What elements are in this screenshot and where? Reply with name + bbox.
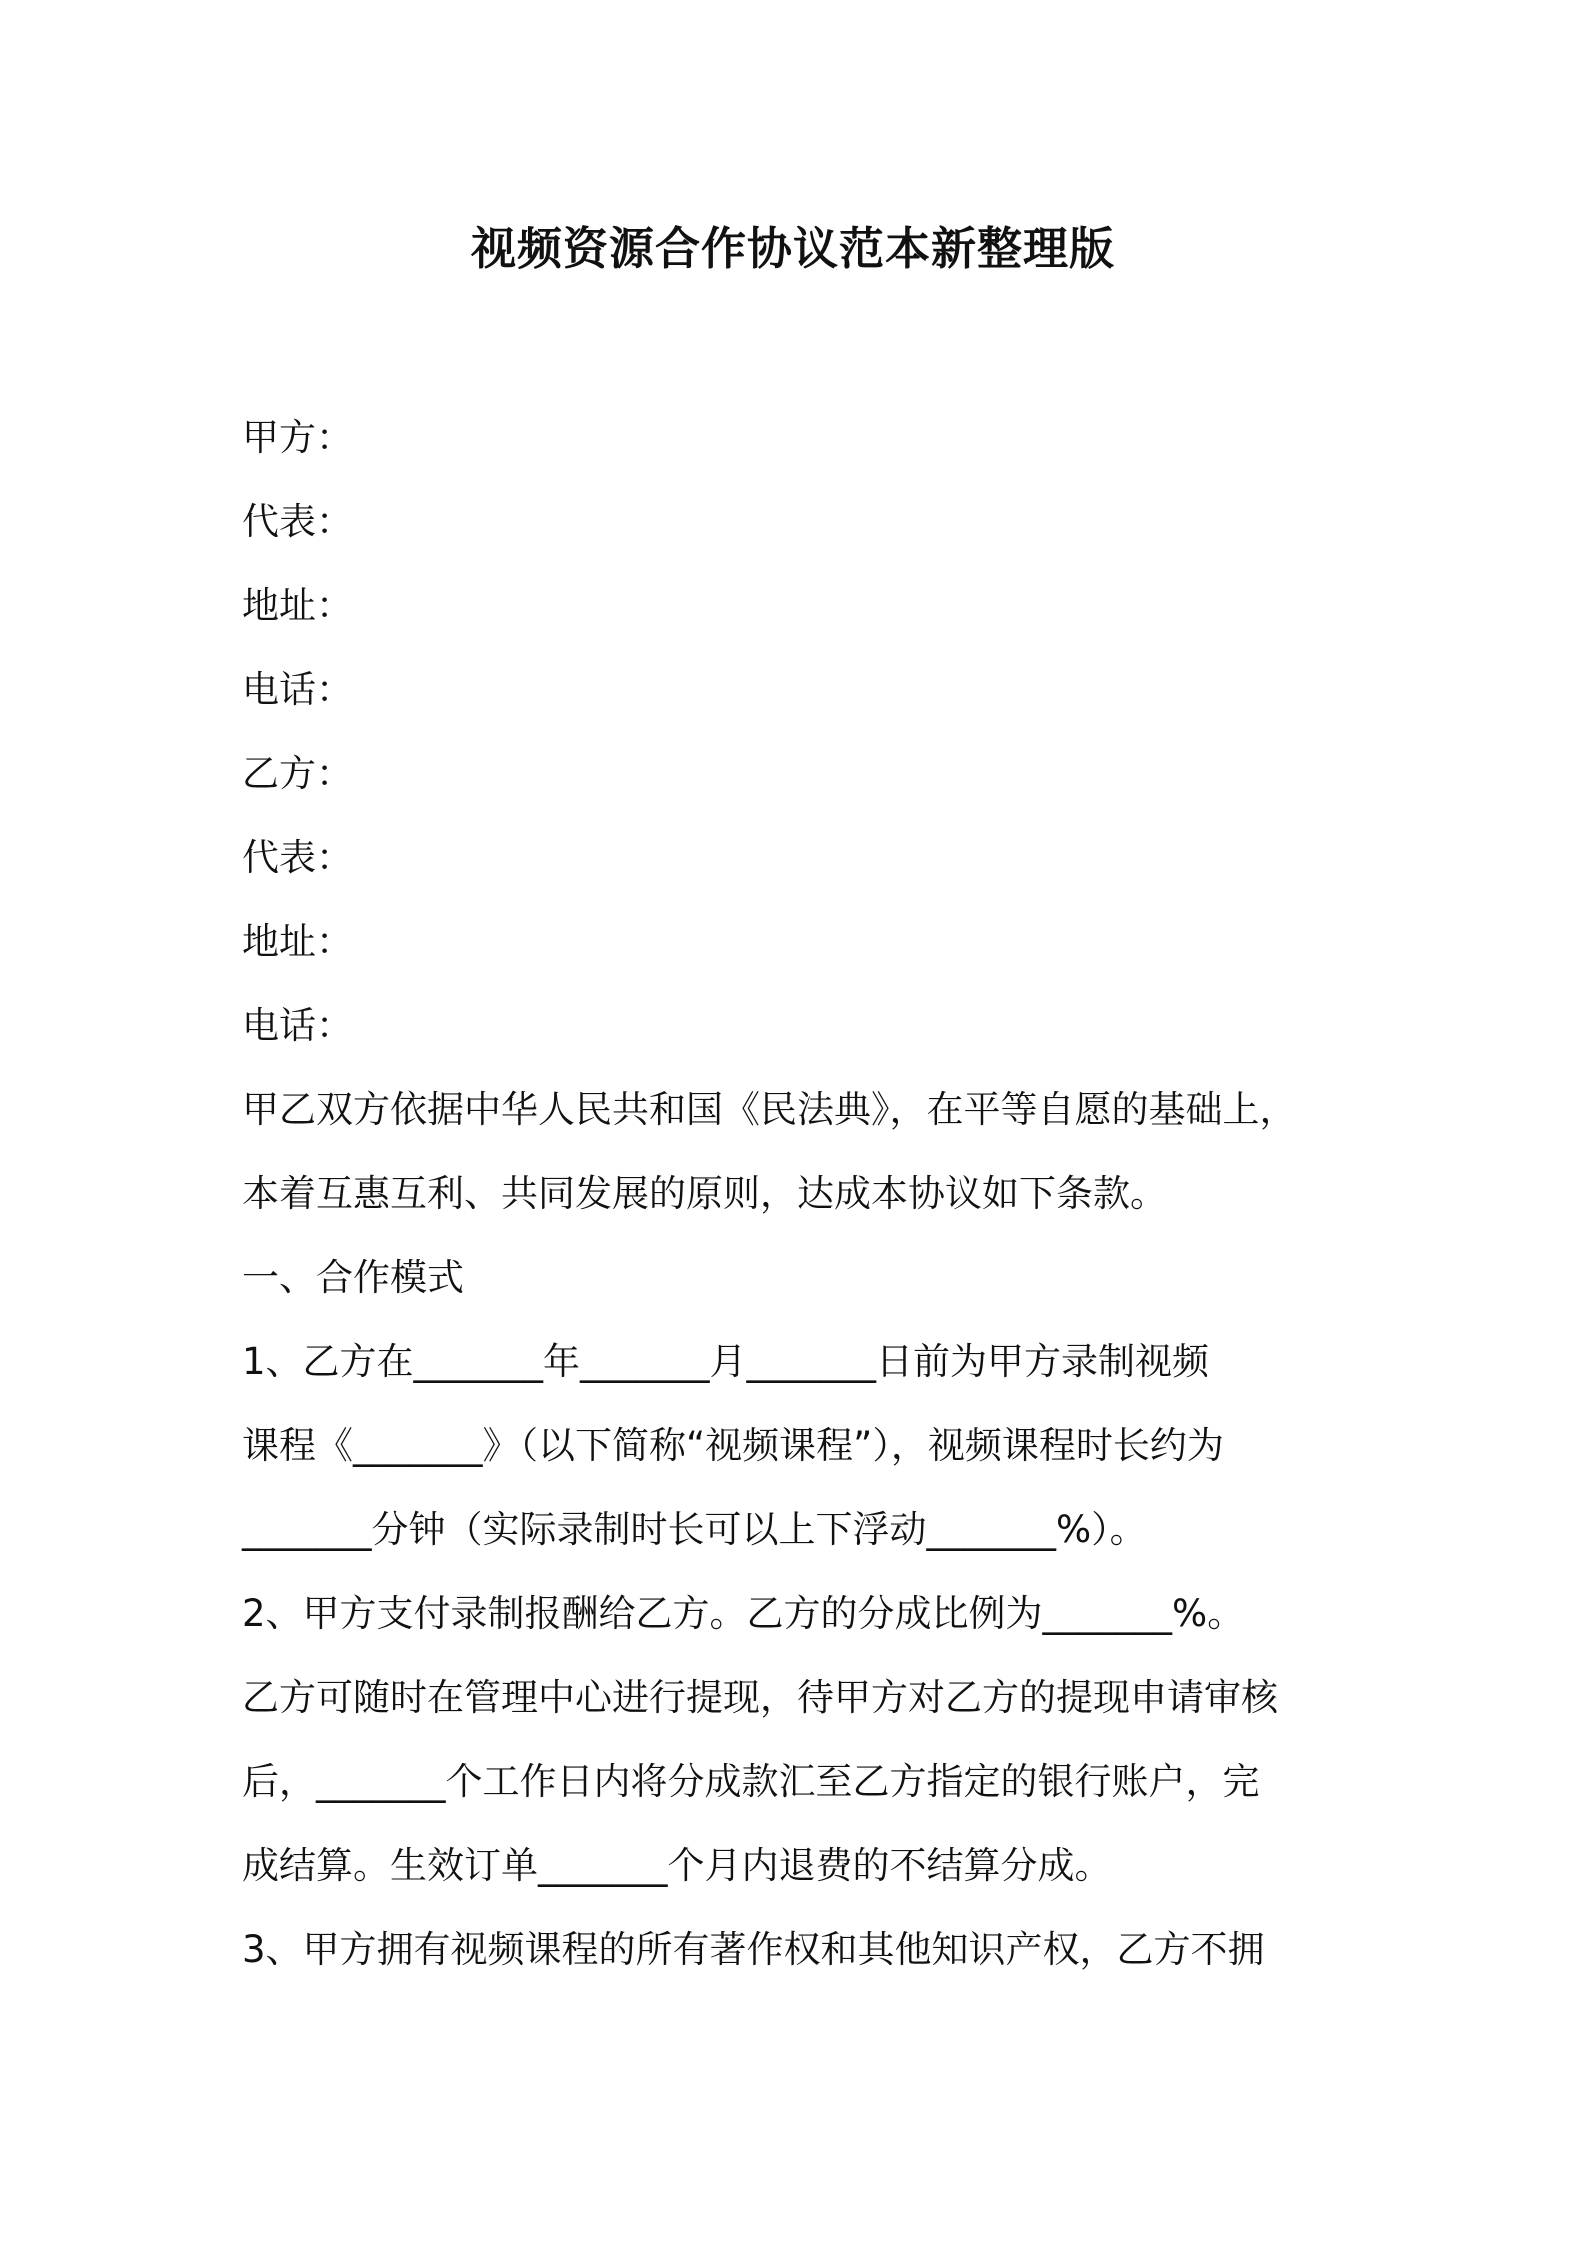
party-a-representative-label: 代表： [242, 500, 353, 543]
clause-2-line-1: 2、甲方支付录制报酬给乙方。乙方的分成比例为_______%。 [242, 1592, 1245, 1635]
party-b-representative-label: 代表： [242, 836, 353, 879]
party-b-address-label: 地址： [242, 920, 353, 963]
clause-2-line-3: 后，_______个工作日内将分成款汇至乙方指定的银行账户，完 [242, 1760, 1260, 1803]
preamble-line-1: 甲乙双方依据中华人民共和国《民法典》，在平等自愿的基础上， [242, 1088, 1297, 1131]
document-title: 视频资源合作协议范本新整理版 [470, 222, 1115, 275]
party-a-phone-label: 电话： [242, 668, 353, 711]
clause-1-line-2: 课程《_______》（以下简称“视频课程”），视频课程时长约为 [242, 1424, 1224, 1467]
party-a-address-label: 地址： [242, 584, 353, 627]
party-b-phone-label: 电话： [242, 1004, 353, 1047]
clause-2-line-4: 成结算。生效订单_______个月内退费的不结算分成。 [242, 1844, 1112, 1887]
clause-2-line-2: 乙方可随时在管理中心进行提现，待甲方对乙方的提现申请审核 [242, 1676, 1278, 1719]
clause-3-line-1: 3、甲方拥有视频课程的所有著作权和其他知识产权，乙方不拥 [242, 1928, 1265, 1971]
party-a-label: 甲方： [242, 416, 353, 459]
preamble-line-2: 本着互惠互利、共同发展的原则，达成本协议如下条款。 [242, 1172, 1167, 1215]
section-heading-cooperation-mode: 一、合作模式 [242, 1256, 464, 1299]
clause-1-line-3: _______分钟（实际录制时长可以上下浮动_______%）。 [242, 1508, 1147, 1551]
clause-1-line-1: 1、乙方在_______年_______月_______日前为甲方录制视频 [242, 1340, 1210, 1383]
party-b-label: 乙方： [242, 752, 353, 795]
